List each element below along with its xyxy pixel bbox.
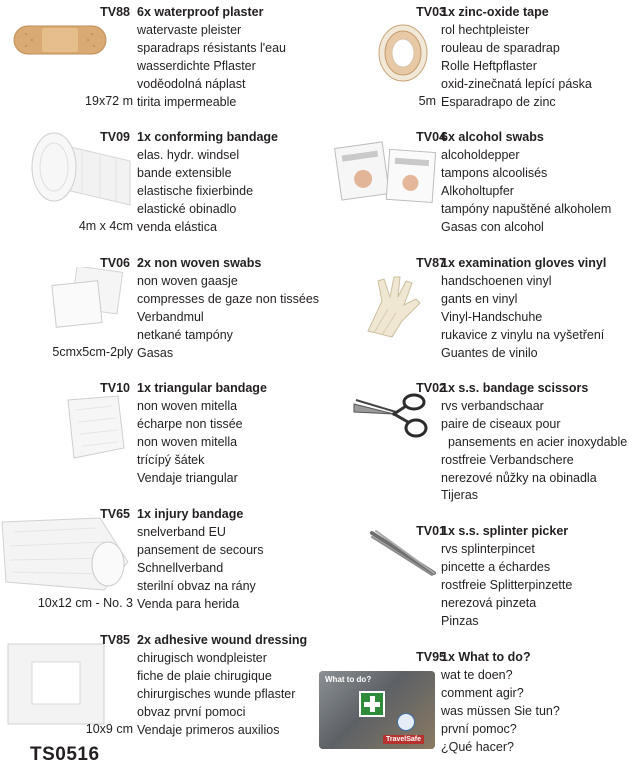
- alcohol-swab-icon: [332, 135, 438, 214]
- plaster-icon: [12, 18, 108, 67]
- item-title: 1x s.s. bandage scissors: [441, 381, 589, 395]
- item-line: Vinyl-Handschuhe: [441, 309, 543, 324]
- item-line: alcoholdepper: [441, 147, 520, 162]
- item-text: [137, 4, 286, 111]
- item-text: [441, 4, 592, 111]
- item-line: chirurgisches wunde pflaster: [137, 686, 296, 701]
- item-line: wat te doen?: [441, 667, 513, 682]
- gloves-icon: [358, 271, 428, 346]
- item-line: rostfreie Splitterpinzette: [441, 577, 573, 592]
- item-code: TV04: [416, 130, 446, 144]
- item-line: ¿Qué hacer?: [441, 739, 514, 754]
- item-size: 4m x 4cm: [78, 219, 133, 233]
- item-line: rukavice z vinylu na vyšetření: [441, 327, 605, 342]
- item-line: rvs verbandschaar: [441, 398, 544, 413]
- item-line: první pomoc?: [441, 721, 517, 736]
- item-text: [137, 380, 267, 487]
- tape-roll-icon: [373, 22, 433, 89]
- item-line: Esparadrapo de zinc: [441, 94, 556, 109]
- item-size: 10x12 cm - No. 3: [37, 596, 133, 610]
- item-line: elastische fixierbinde: [137, 183, 254, 198]
- item-line: sterilní obvaz na rány: [137, 578, 256, 593]
- item-code: TV65: [100, 507, 130, 521]
- item-code: TV06: [100, 256, 130, 270]
- item-line: obvaz první pomoci: [137, 704, 246, 719]
- item-size: 5cmx5cm-2ply: [52, 345, 133, 359]
- item-text: [137, 632, 307, 739]
- item-line: rostfreie Verbandschere: [441, 452, 574, 467]
- item-code: TV09: [100, 130, 130, 144]
- item-line: fiche de plaie chirugique: [137, 668, 272, 683]
- item-line: non woven mitella: [137, 398, 238, 413]
- item-code: TV95: [416, 650, 446, 664]
- card-brand: TravelSafe: [383, 735, 424, 744]
- item-line: elas. hydr. windsel: [137, 147, 240, 162]
- item-line: voděodolná náplast: [137, 76, 246, 91]
- item-title: 6x alcohol swabs: [441, 130, 544, 144]
- item-line: Vendaje primeros auxilios: [137, 722, 280, 737]
- item-text: [441, 380, 627, 505]
- scissors-icon: [350, 392, 430, 447]
- item-line: Tijeras: [441, 488, 479, 503]
- item-line: Pinzas: [441, 613, 479, 628]
- catalog-code: TS0516: [30, 744, 100, 765]
- item-line: elastické obinadlo: [137, 201, 237, 216]
- item-code: TV01: [416, 524, 446, 538]
- item-line: trícípý šátek: [137, 452, 205, 467]
- item-line: gants en vinyl: [441, 291, 518, 306]
- item-size: 10x9 cm: [85, 722, 133, 736]
- item-line: oxid-zinečnatá lepící páska: [441, 76, 592, 91]
- item-line: watervaste pleister: [137, 22, 242, 37]
- item-line: was müssen Sie tun?: [441, 703, 560, 718]
- item-line: netkané tampóny: [137, 327, 233, 342]
- item-text: [137, 129, 278, 236]
- wound-dressing-icon: [6, 642, 106, 731]
- item-title: 1x triangular bandage: [137, 381, 267, 395]
- item-line: pansement de secours: [137, 542, 264, 557]
- item-text: [441, 523, 572, 630]
- item-line: comment agir?: [441, 685, 524, 700]
- item-line: Guantes de vinilo: [441, 345, 538, 360]
- item-line: chirugisch wondpleister: [137, 650, 267, 665]
- item-line: paire de ciseaux pour: [441, 416, 561, 431]
- item-line: venda elástica: [137, 219, 217, 234]
- item-line: non woven gaasje: [137, 273, 238, 288]
- item-title: 1x examination gloves vinyl: [441, 256, 607, 270]
- item-line: pincette a échardes: [441, 559, 551, 574]
- item-text: [441, 129, 611, 236]
- item-line: tirita impermeable: [137, 94, 237, 109]
- item-line: tampons alcoolisés: [441, 165, 548, 180]
- item-title: 1x injury bandage: [137, 507, 244, 521]
- item-line: Rolle Heftpflaster: [441, 58, 537, 73]
- item-line: bande extensible: [137, 165, 232, 180]
- item-line: écharpe non tissée: [137, 416, 243, 431]
- item-line: Venda para herida: [137, 596, 240, 611]
- item-code: TV02: [416, 381, 446, 395]
- guide-card-icon: [319, 671, 435, 749]
- snowflake-icon: [397, 713, 415, 731]
- item-line: sparadraps résistants l'eau: [137, 40, 286, 55]
- item-line: handschoenen vinyl: [441, 273, 552, 288]
- item-title: 1x zinc-oxide tape: [441, 5, 549, 19]
- gauze-swab-icon: [50, 267, 126, 336]
- item-line: Vendaje triangular: [137, 470, 238, 485]
- item-code: TV87: [416, 256, 446, 270]
- item-line: Gasas con alcohol: [441, 219, 544, 234]
- item-line: nerezová pinzeta: [441, 595, 537, 610]
- item-line: Gasas: [137, 345, 174, 360]
- item-line: tampóny napuštěné alkoholem: [441, 201, 612, 216]
- item-text: [441, 255, 606, 362]
- item-line: Verbandmul: [137, 309, 204, 324]
- triangular-bandage-icon: [56, 392, 128, 469]
- item-size: 5m: [418, 94, 436, 108]
- item-size: 19x72 m: [85, 94, 133, 108]
- card-header: What to do?: [325, 675, 372, 684]
- item-text: [137, 255, 319, 362]
- item-title: 1x What to do?: [441, 650, 531, 664]
- item-text: [441, 649, 560, 756]
- injury-bandage-icon: [0, 512, 130, 597]
- item-title: 2x adhesive wound dressing: [137, 633, 308, 647]
- item-line: wasserdichte Pflaster: [137, 58, 256, 73]
- item-line: snelverband EU: [137, 524, 226, 539]
- item-line: Schnellverband: [137, 560, 224, 575]
- item-title: 1x conforming bandage: [137, 130, 278, 144]
- item-line: rol hechtpleister: [441, 22, 530, 37]
- item-line: nerezové nůžky na obinadla: [441, 470, 597, 485]
- item-title: 2x non woven swabs: [137, 256, 262, 270]
- item-line: compresses de gaze non tissées: [137, 291, 320, 306]
- item-code: TV10: [100, 381, 130, 395]
- item-line: rouleau de sparadrap: [441, 40, 560, 55]
- item-code: TV03: [416, 5, 446, 19]
- item-code: TV85: [100, 633, 130, 647]
- item-title: 1x s.s. splinter picker: [441, 524, 569, 538]
- item-line: rvs splinterpincet: [441, 541, 535, 556]
- item-line: Alkoholtupfer: [441, 183, 514, 198]
- item-line: pansements en acier inoxydable: [441, 434, 628, 449]
- item-line: non woven mitella: [137, 434, 238, 449]
- item-title: 6x waterproof plaster: [137, 5, 264, 19]
- item-text: [137, 506, 263, 613]
- first-aid-cross-icon: [359, 691, 385, 717]
- item-code: TV88: [100, 5, 130, 19]
